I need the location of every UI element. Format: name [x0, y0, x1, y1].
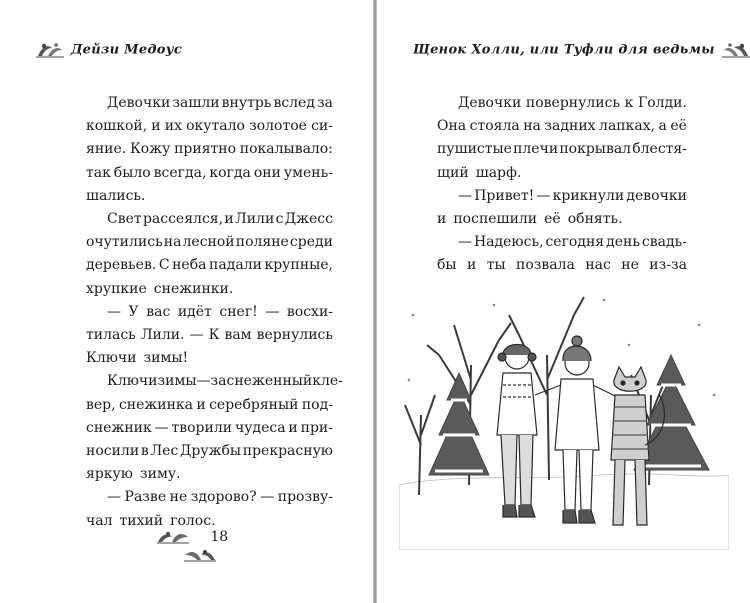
text-line: яние. Кожу приятно покалывало: — [86, 141, 333, 158]
text-line: Свет рассеялся, и Лили с Джесс — [107, 211, 333, 228]
text-line: — У вас идёт снег! — восхи- — [107, 303, 333, 320]
text-line: шались. — [86, 187, 146, 204]
text-line: Ключи зимы! — [86, 350, 189, 367]
text-line: кошкой, и их окутало золотое си- — [86, 118, 333, 135]
text-line: и поспешили её обнять. — [437, 211, 623, 228]
text-line: чал тихий голос. — [86, 512, 216, 529]
text-line: — Разве не здорово? — прозву- — [107, 489, 333, 506]
text-line: — Привет! — крикнули девочки — [458, 187, 687, 204]
book-title: Щенок Холли, или Туфли для ведьмы — [413, 42, 715, 58]
left-page — [0, 0, 373, 603]
text-line: носили в Лес Дружбы прекрасную — [86, 443, 333, 460]
text-line: Ключи зимы — заснеженный кле- — [107, 373, 343, 390]
text-line: яркую зиму. — [86, 466, 181, 483]
text-line: бы и ты позвала нас не из-за — [437, 257, 687, 274]
text-line: вер, снежинка и серебряный под- — [86, 396, 333, 413]
fir-tree-left — [429, 373, 489, 475]
text-line: так было всегда, когда они умень- — [86, 164, 333, 181]
text-line: щий шарф. — [437, 164, 522, 181]
text-line: Девочки повернулись к Голди. — [458, 95, 687, 111]
author-name: Дейзи Медоус — [70, 42, 183, 58]
right-page — [377, 0, 750, 603]
text-line: снежник — творили чудеса и при- — [86, 419, 333, 436]
running-head-right — [413, 40, 750, 66]
text-line: очутились на лесной поляне среди — [86, 234, 333, 251]
body-text-left — [86, 92, 343, 533]
text-line: — Надеюсь, сегодня день свадь- — [458, 234, 687, 251]
winter-forest-illustration — [399, 285, 729, 550]
leaf-ornament-icon — [720, 40, 750, 60]
leaf-ornament-icon — [34, 40, 66, 60]
text-line: пушистые плечи покрывал блестя- — [437, 141, 687, 158]
page-number: 18 — [210, 529, 229, 545]
text-line: деревьев. С неба падали крупные, — [86, 257, 333, 274]
text-line: тилась Лили. — К вам вернулись — [86, 327, 333, 344]
text-line: Она стояла на задних лапках, а её — [437, 118, 687, 135]
body-text-right — [437, 92, 687, 278]
vine-ornament-left-icon — [156, 528, 190, 546]
text-line: хрупкие снежинки. — [86, 280, 234, 297]
running-head-left — [34, 40, 182, 66]
text-line: Девочки зашли внутрь вслед за — [107, 95, 333, 111]
vine-ornament-right-icon — [183, 546, 217, 564]
page-number-footer — [140, 528, 260, 552]
